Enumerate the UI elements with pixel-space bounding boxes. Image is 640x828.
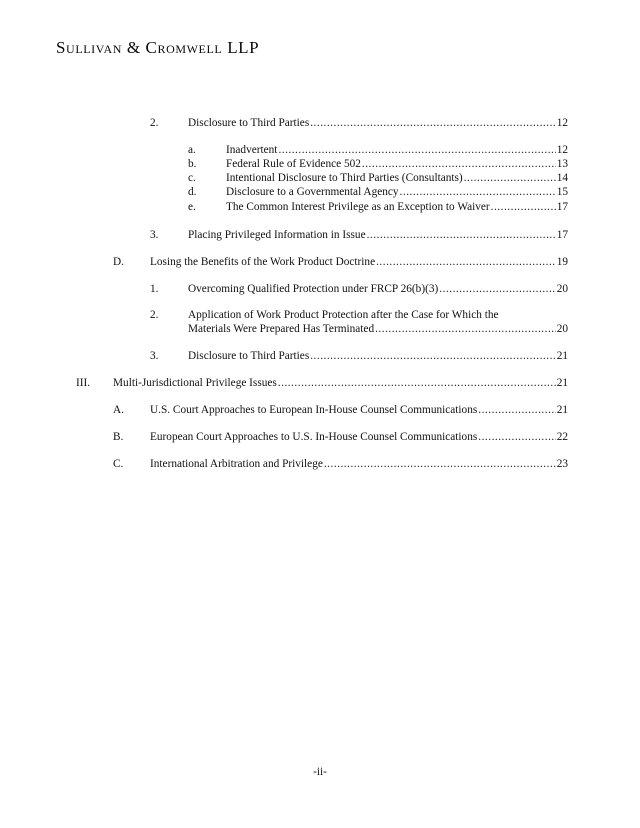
toc-entry[interactable] [226, 143, 568, 157]
toc-entry-title: Inadvertent [226, 144, 278, 156]
toc-entry-number: 3. [150, 350, 159, 362]
page-number-footer: -ii- [313, 766, 327, 778]
toc-entry-page: 22 [556, 431, 568, 443]
toc-entry-page: 23 [556, 458, 568, 470]
toc-entry-title: Losing the Benefits of the Work Product Doctrine [150, 256, 376, 268]
toc-entry[interactable] [150, 430, 568, 444]
toc-entry[interactable] [188, 349, 568, 363]
toc-entry-number: e. [188, 201, 196, 213]
toc-entry-title: Disclosure to a Governmental Agency [226, 186, 399, 198]
toc-entry-number: III. [76, 377, 91, 389]
toc-entry-title: European Court Approaches to U.S. In-House Counsel Communications [150, 431, 478, 443]
toc-entry-number: D. [113, 256, 124, 268]
toc-entry-number: 2. [150, 117, 159, 129]
toc-entry-title: Disclosure to Third Parties [188, 350, 310, 362]
toc-entry-page: 12 [556, 144, 568, 156]
toc-leader-dots [375, 322, 556, 336]
toc-leader-dots [376, 255, 556, 269]
toc-entry[interactable] [226, 157, 568, 171]
toc-leader-dots [491, 200, 556, 214]
toc-entry-number: B. [113, 431, 124, 443]
toc-entry-title: Multi-Jurisdictional Privilege Issues [113, 377, 277, 389]
toc-leader-dots [478, 403, 555, 417]
toc-leader-dots [324, 457, 556, 471]
toc-leader-dots [278, 376, 556, 390]
toc-entry-title: Placing Privileged Information in Issue [188, 229, 366, 241]
toc-entry-page: 14 [556, 172, 568, 184]
toc-entry-page: 13 [556, 158, 568, 170]
toc-entry-number: c. [188, 172, 196, 184]
toc-entry-number: C. [113, 458, 124, 470]
toc-entry-title: Overcoming Qualified Protection under FRCP 26(b)(3) [188, 283, 439, 295]
toc-entry-title: Intentional Disclosure to Third Parties (Consultants) [226, 172, 463, 184]
toc-leader-dots [439, 282, 555, 296]
toc-entry-number: d. [188, 186, 197, 198]
toc-entry-number: a. [188, 144, 196, 156]
toc-leader-dots [362, 157, 556, 171]
toc-leader-dots [310, 116, 555, 130]
toc-entry-title: Federal Rule of Evidence 502 [226, 158, 361, 170]
toc-leader-dots [367, 228, 556, 242]
toc-entry[interactable] [226, 200, 568, 214]
toc-entry-page: 17 [556, 201, 568, 213]
toc-entry-page: 15 [556, 186, 568, 198]
toc-entry-title-line2: Materials Were Prepared Has Terminated [188, 323, 375, 335]
toc-entry-title-line1[interactable]: Application of Work Product Protection after the Case for Which the [188, 309, 499, 321]
toc-entry-page: 19 [556, 256, 568, 268]
toc-entry-page: 20 [556, 283, 568, 295]
toc-entry-page: 20 [556, 323, 568, 335]
toc-leader-dots [464, 171, 556, 185]
toc-entry-number: A. [113, 404, 124, 416]
toc-entry[interactable] [188, 116, 568, 130]
toc-entry-page: 12 [556, 117, 568, 129]
toc-entry-title: U.S. Court Approaches to European In-House Counsel Communications [150, 404, 478, 416]
toc-leader-dots [400, 185, 556, 199]
toc-entry[interactable] [150, 457, 568, 471]
toc-entry-page: 21 [556, 350, 568, 362]
toc-leader-dots [310, 349, 555, 363]
toc-entry-page: 21 [556, 404, 568, 416]
firm-name-header: Sullivan & Cromwell LLP [56, 38, 260, 57]
toc-entry-title: International Arbitration and Privilege [150, 458, 323, 470]
toc-entry[interactable] [188, 228, 568, 242]
toc-entry[interactable] [226, 171, 568, 185]
toc-entry-title: The Common Interest Privilege as an Exception to Waiver [226, 201, 490, 213]
toc-entry[interactable] [188, 322, 568, 336]
toc-entry[interactable] [150, 255, 568, 269]
toc-entry-page: 21 [556, 377, 568, 389]
toc-entry[interactable] [150, 403, 568, 417]
toc-entry-number: 1. [150, 283, 159, 295]
toc-entry[interactable] [113, 376, 568, 390]
toc-entry[interactable] [226, 185, 568, 199]
toc-entry-number: 2. [150, 309, 159, 321]
toc-entry-page: 17 [556, 229, 568, 241]
toc-entry[interactable] [188, 282, 568, 296]
toc-entry-title: Disclosure to Third Parties [188, 117, 310, 129]
toc-entry-number: 3. [150, 229, 159, 241]
toc-leader-dots [478, 430, 555, 444]
toc-leader-dots [278, 143, 555, 157]
toc-entry-number: b. [188, 158, 197, 170]
